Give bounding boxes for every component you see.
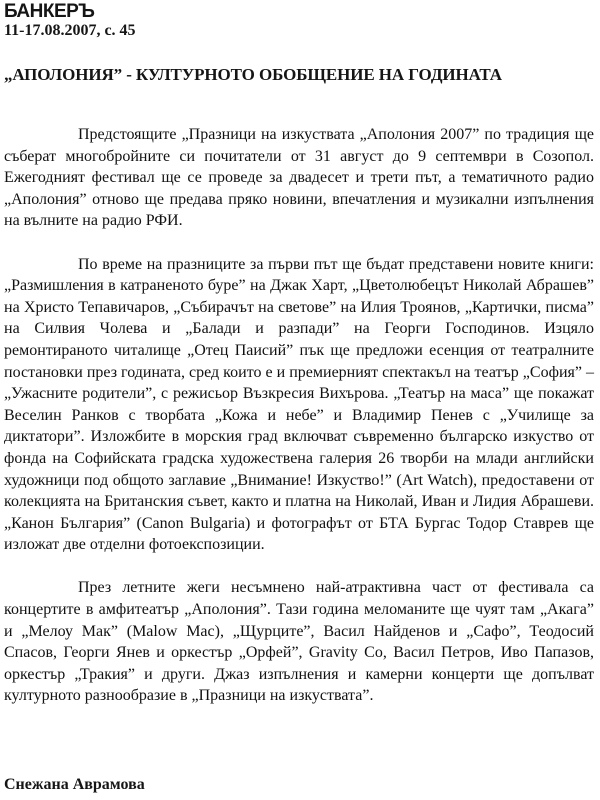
issue-date-and-page: 11-17.08.2007, с. 45 xyxy=(4,22,136,39)
publication-name: БАНКЕРЪ xyxy=(4,1,95,22)
article-paragraph-1: Предстоящите „Празници на изкуствата „Аполония 2007” по традиция ще съберат многобройните си почитатели от 31 август до 9 септември в Созопол. Ежегодният фестивал ще се проведе за двадесет и трети път, а тематичното радио „Аполония” отново ще предава пряко новини, впечатления и музикални изпълнения на вълните на радио РФИ. xyxy=(4,126,594,230)
article-paragraph-2: По време на празниците за първи път ще бъдат представени новите книги: „Размишления в катраненото буре” на Джак Харт, „Цветолюбецът Николай Абрашев” на Христо Тепавичаров, „Събирачът на светове” на Илия Троянов, „Картички, писма” на Силвия Чолева и „Балади и разпади” на Георги Господинов. Изцяло ремонтираното читалище „Отец Паисий” пък ще предложи есенция от театралните постановки през годината, сред които е и премиерният спектакъл на театър „София” – „Ужасните родители”, с режисьор Възкресия Вихърова. „Театър на маса” ще покажат Веселин Ранков с творбата „Кожа и небе” и Владимир Пенев с „Училище за диктатори”. Изложбите в морския град включват съвременно българско изкуство от фонда на Софийската градска художествена галерия 26 творби на млади английски художници под общото заглавие „Внимание! Изкуство!” (Art Watch), предоставени от колекцията на Британския съвет, както и платна на Николай, Иван и Лидия Абрашеви. „Канон България” (Canon Bulgaria) и фотографът от БТА Бургас Тодор Ставрев ще изложат две отделни фотоекспозиции. xyxy=(4,255,594,554)
article-author: Снежана Аврамова xyxy=(4,776,145,793)
article-title: „АПОЛОНИЯ” - КУЛТУРНОТО ОБОБЩЕНИЕ НА ГОДИНАТА xyxy=(4,65,502,84)
article-body xyxy=(4,124,594,729)
article-paragraph-3: През летните жеги несъмнено най-атрактивна част от фестивала са концертите в амфитеатър „Аполония”. Тази година меломаните ще чуят там „Акага” и „Мелоу Мак” (Malow Mac), „Щурците”, Васил Найденов и „Сафо”, Теодосий Спасов, Георги Янев и оркестър „Орфей”, Gravity Co, Васил Петров, Иво Папазов, оркестър „Тракия” и други. Джаз изпълнения и камерни концерти ще допълват културното разнообразие в „Празници на изкуствата”. xyxy=(4,579,594,705)
